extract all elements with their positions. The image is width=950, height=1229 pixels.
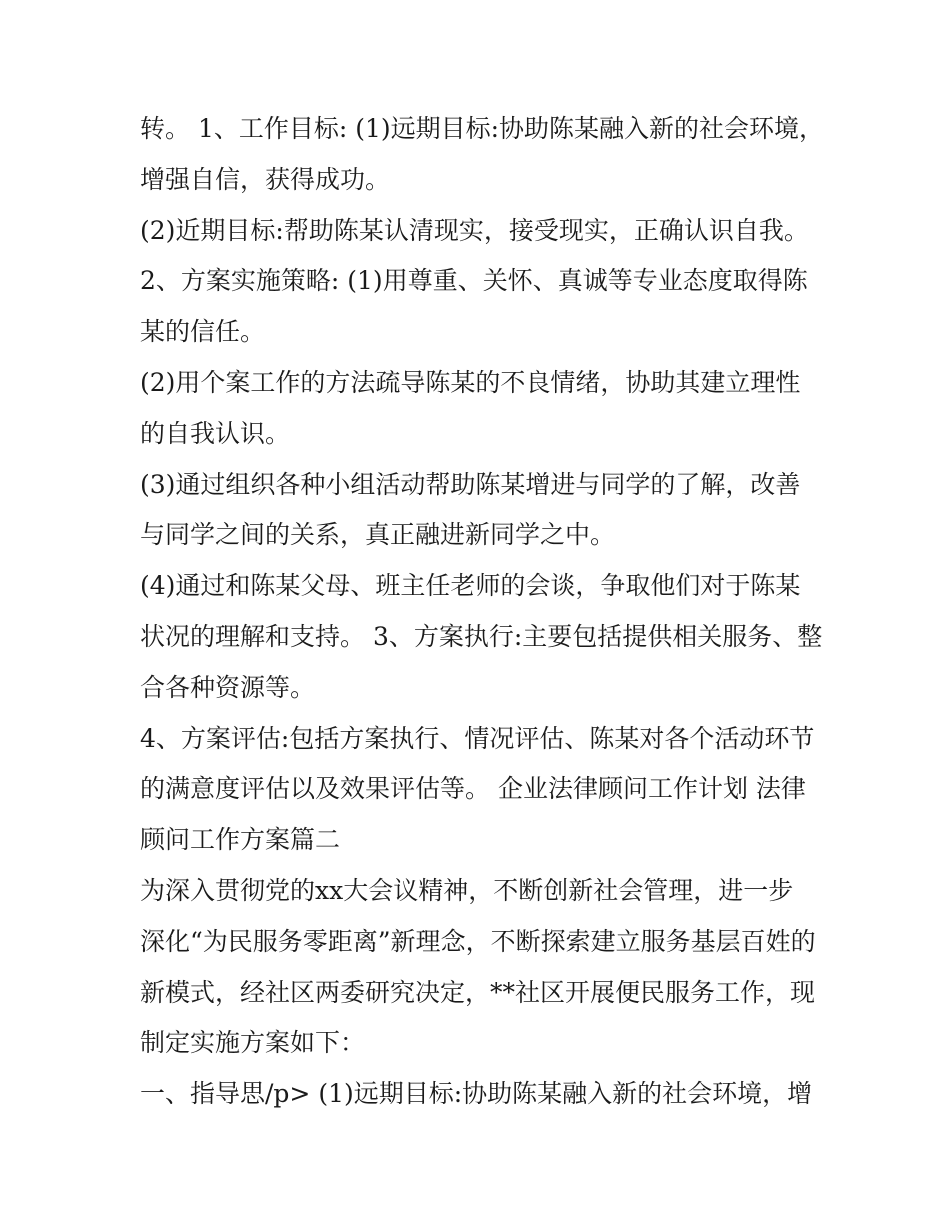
text-line: 2、方案实施策略: (1)用尊重、关怀、真诚等专业态度取得陈	[140, 266, 808, 296]
text-line: 深化“为民服务零距离”新理念，不断探索建立服务基层百姓的	[140, 926, 816, 956]
document-body	[140, 104, 825, 1120]
text-line: 某的信任。	[140, 317, 266, 347]
text-line: 制定实施方案如下：	[140, 1028, 366, 1058]
text-line: (2)用个案工作的方法疏导陈某的不良情绪，协助其建立理性	[140, 367, 801, 397]
text-line: (2)近期目标:帮助陈某认清现实，接受现实，正确认识自我。	[140, 215, 809, 245]
text-line: 转。 1、工作目标: (1)远期目标:协助陈某融入新的社会环境，	[140, 114, 825, 143]
text-line: 新模式，经社区两委研究决定，**社区开展便民服务工作，现	[140, 977, 816, 1007]
text-line: (4)通过和陈某父母、班主任老师的会谈，争取他们对于陈某	[140, 571, 801, 601]
text-line: 增强自信，获得成功。	[140, 164, 391, 194]
text-line: (3)通过组织各种小组活动帮助陈某增进与同学的了解，改善	[140, 469, 801, 499]
text-line: 顾问工作方案篇二	[140, 825, 341, 855]
text-line: 的满意度评估以及效果评估等。 企业法律顾问工作计划 法律	[140, 774, 806, 804]
text-line: 合各种资源等。	[140, 672, 316, 702]
text-line: 状况的理解和支持。 3、方案执行:主要包括提供相关服务、整	[140, 621, 823, 651]
text-line: 的自我认识。	[140, 418, 291, 448]
text-line: 一、指导思/p> (1)远期目标:协助陈某融入新的社会环境，增	[140, 1079, 813, 1109]
text-line: 为深入贯彻党的xx大会议精神，不断创新社会管理，进一步	[140, 875, 794, 905]
text-line: 与同学之间的关系，真正融进新同学之中。	[140, 520, 616, 550]
text-line: 4、方案评估:包括方案执行、情况评估、陈某对各个活动环节	[140, 723, 815, 753]
